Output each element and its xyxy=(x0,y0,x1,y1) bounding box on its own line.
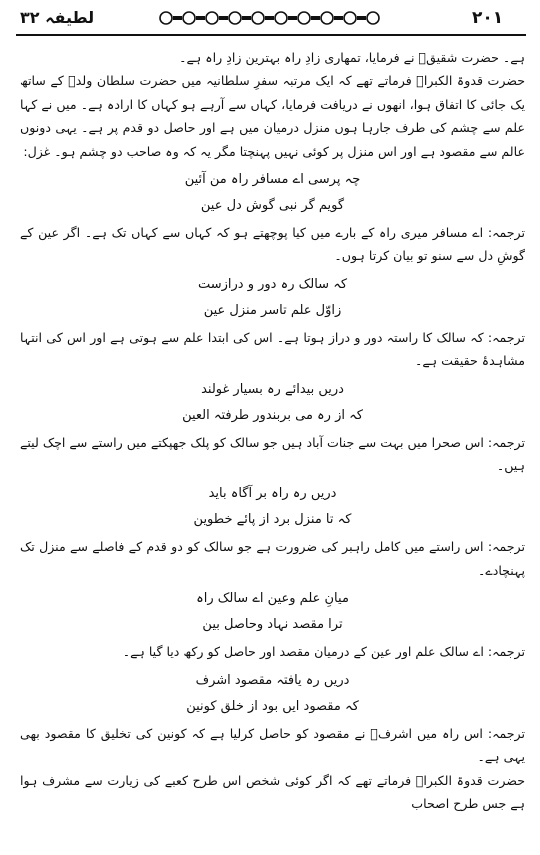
header-rule xyxy=(16,34,526,36)
verse-couplet xyxy=(20,272,525,324)
verse-line: زاوّل علم تاسر منزل عین xyxy=(203,302,342,318)
verse-line: کہ تا منزل برد از پائے خطوین xyxy=(193,512,352,528)
paragraph: حضرت قدوۃ الکبراؒ فرماتے تھے کہ اگر کوئی شخص اس طرح کعبے کی زیارت سے مشرف ہوا ہے جس طرح اصحاب xyxy=(20,772,525,811)
paragraph: حضرت قدوۃ الکبراؒ فرماتے تھے کہ ایک مرتبہ سفرِ سلطانیہ میں حضرت سلطان ولدؒ کے ساتھ یک جائی کا اتفاق ہوا، انھوں نے دریافت فرمایا، کہاں سے آرہے ہو کہاں کا ارادہ ہے۔ میں نے کہا علم سے چشم کی طرف جارہا ہوں منزل درمیان میں ہے اور حاصل دو قدم پر ہے۔ یہی دونوں عالم سے مقصود ہے اور اس منزل پر کوئی نہیں پہنچتا مگر یہ کہ وہ صاحب دو چشم ہو۔ غزل: xyxy=(20,73,525,159)
verse-couplet xyxy=(20,167,525,219)
verse-line: گویم گر نبی گوش دل عین xyxy=(200,198,345,214)
page-header xyxy=(0,6,540,32)
verse-couplet xyxy=(20,586,525,638)
verse-couplet xyxy=(20,668,525,720)
chain-ornament-icon xyxy=(158,6,390,30)
translation-paragraph: ترجمہ: اس صحرا میں بہت سے جنات آباد ہیں جو سالک کو پلک جھپکتے میں راستے سے اچک لیتے ہیں۔ xyxy=(20,434,525,474)
page-number: ۲۰۱ xyxy=(472,8,504,28)
translation-paragraph: ترجمہ: اے سالک علم اور عین کے درمیان مقصد اور حاصل کو رکھ دیا گیا ہے۔ xyxy=(122,644,525,660)
translation-paragraph: ترجمہ: اس راہ میں اشرفؒ نے مقصود کو حاصل کرلیا ہے کہ کونین کی تخلیق کا مقصود بھی یہی ہے۔ xyxy=(20,725,525,765)
verse-line: کہ از رہ می بربندور طرفتہ العین xyxy=(182,407,363,423)
paragraph: ہے۔ حضرت شقیقؒ نے فرمایا، تمھاری زادِ راہ بہترین زادِ راہ ہے۔ xyxy=(179,50,525,65)
translation-paragraph: ترجمہ: اے مسافر میری راہ کے بارے میں کیا پوچھتے ہو کہ کہاں سے کہاں تک ہے۔ اگر عین کے گوشِ دل سے سنو تو بیان کرتا ہوں۔ xyxy=(20,225,525,264)
verse-line: دریں رہ یافتہ مقصود اشرف xyxy=(195,672,350,688)
verse-line: دریں رہ راہ بر آگاہ باید xyxy=(208,486,337,502)
translation-paragraph: ترجمہ: کہ سالک کا راستہ دور و دراز ہوتا ہے۔ اس کی ابتدا علم سے ہوتی ہے اور اس کی انتہا مشاہدۂ حقیقت ہے۔ xyxy=(20,329,525,369)
page-body xyxy=(20,46,525,815)
verse-couplet xyxy=(20,481,525,533)
verse-line: کہ سالک رہ دور و درازست xyxy=(197,276,348,292)
verse-line: چہ پرسی اے مسافر راہ من آئین xyxy=(184,172,361,188)
translation-paragraph: ترجمہ: اس راستے میں کامل راہبر کی ضرورت ہے جو سالک کو دو قدم کے فاصلے سے منزل تک پہنچادے۔ xyxy=(20,539,525,578)
verse-couplet xyxy=(20,377,525,429)
chapter-title: لطیفہ ۳۲ xyxy=(20,8,95,27)
verse-line: دریں بیدائے رہ بسیار غولند xyxy=(201,381,344,397)
verse-line: میانِ علم وعین اے سالک راہ xyxy=(196,591,349,607)
verse-line: کہ مقصود ایں بود از خلق کونین xyxy=(186,698,359,714)
verse-line: ترا مقصد نہاد وحاصل بین xyxy=(202,617,343,633)
